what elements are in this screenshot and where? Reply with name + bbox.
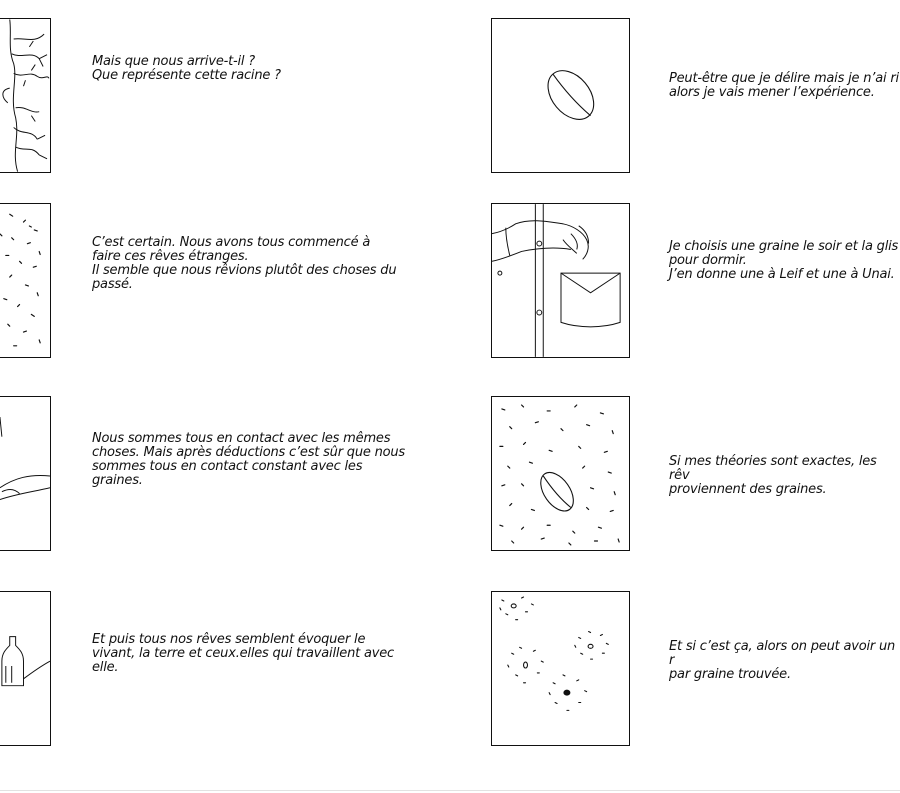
caption-seed: Peut-être que je délire mais je n’ai ri alors je vais mener l’expérience. bbox=[669, 71, 899, 100]
panel-seed-dots-illustration bbox=[491, 396, 630, 551]
panel-seed-illustration bbox=[491, 18, 630, 173]
panel-bottle-illustration bbox=[0, 591, 51, 746]
panel-pocket-illustration bbox=[491, 203, 630, 358]
seed-with-dots-illustration bbox=[492, 397, 629, 550]
caption-dots: C’est certain. Nous avons tous commencé à faire ces rêves étranges. Il semble que nous rêvions plutôt des choses du passé. bbox=[92, 235, 397, 292]
caption-pocket: Je choisis une graine le soir et la glis pour dormir. J’en donne une à Leif et une à Unai. bbox=[669, 239, 899, 282]
bottom-divider bbox=[0, 790, 900, 791]
caption-root: Mais que nous arrive-t-il ? Que représente cette racine ? bbox=[92, 54, 281, 83]
panel-clusters-illustration bbox=[491, 591, 630, 746]
caption-seed-dots: Si mes théories sont exactes, les rêv proviennent des graines. bbox=[669, 454, 877, 497]
scattered-dots-illustration bbox=[0, 204, 50, 357]
pocket-illustration bbox=[492, 204, 629, 357]
root-illustration bbox=[0, 19, 50, 172]
seed-clusters-illustration bbox=[492, 592, 629, 745]
caption-arm: Nous sommes tous en contact avec les mêmes choses. Mais après déductions c’est sûr que nous sommes tous en contact constant avec les graines. bbox=[92, 431, 406, 488]
panel-dots-illustration bbox=[0, 203, 51, 358]
seed-illustration bbox=[492, 19, 629, 172]
caption-bottle: Et puis tous nos rêves semblent évoquer le vivant, la terre et ceux.elles qui travaillent avec elle. bbox=[92, 632, 394, 675]
bottle-illustration bbox=[0, 592, 50, 745]
panel-arm-illustration bbox=[0, 396, 51, 551]
panel-root-illustration bbox=[0, 18, 51, 173]
caption-clusters: Et si c’est ça, alors on peut avoir un r par graine trouvée. bbox=[669, 639, 896, 682]
arm-illustration bbox=[0, 397, 50, 550]
